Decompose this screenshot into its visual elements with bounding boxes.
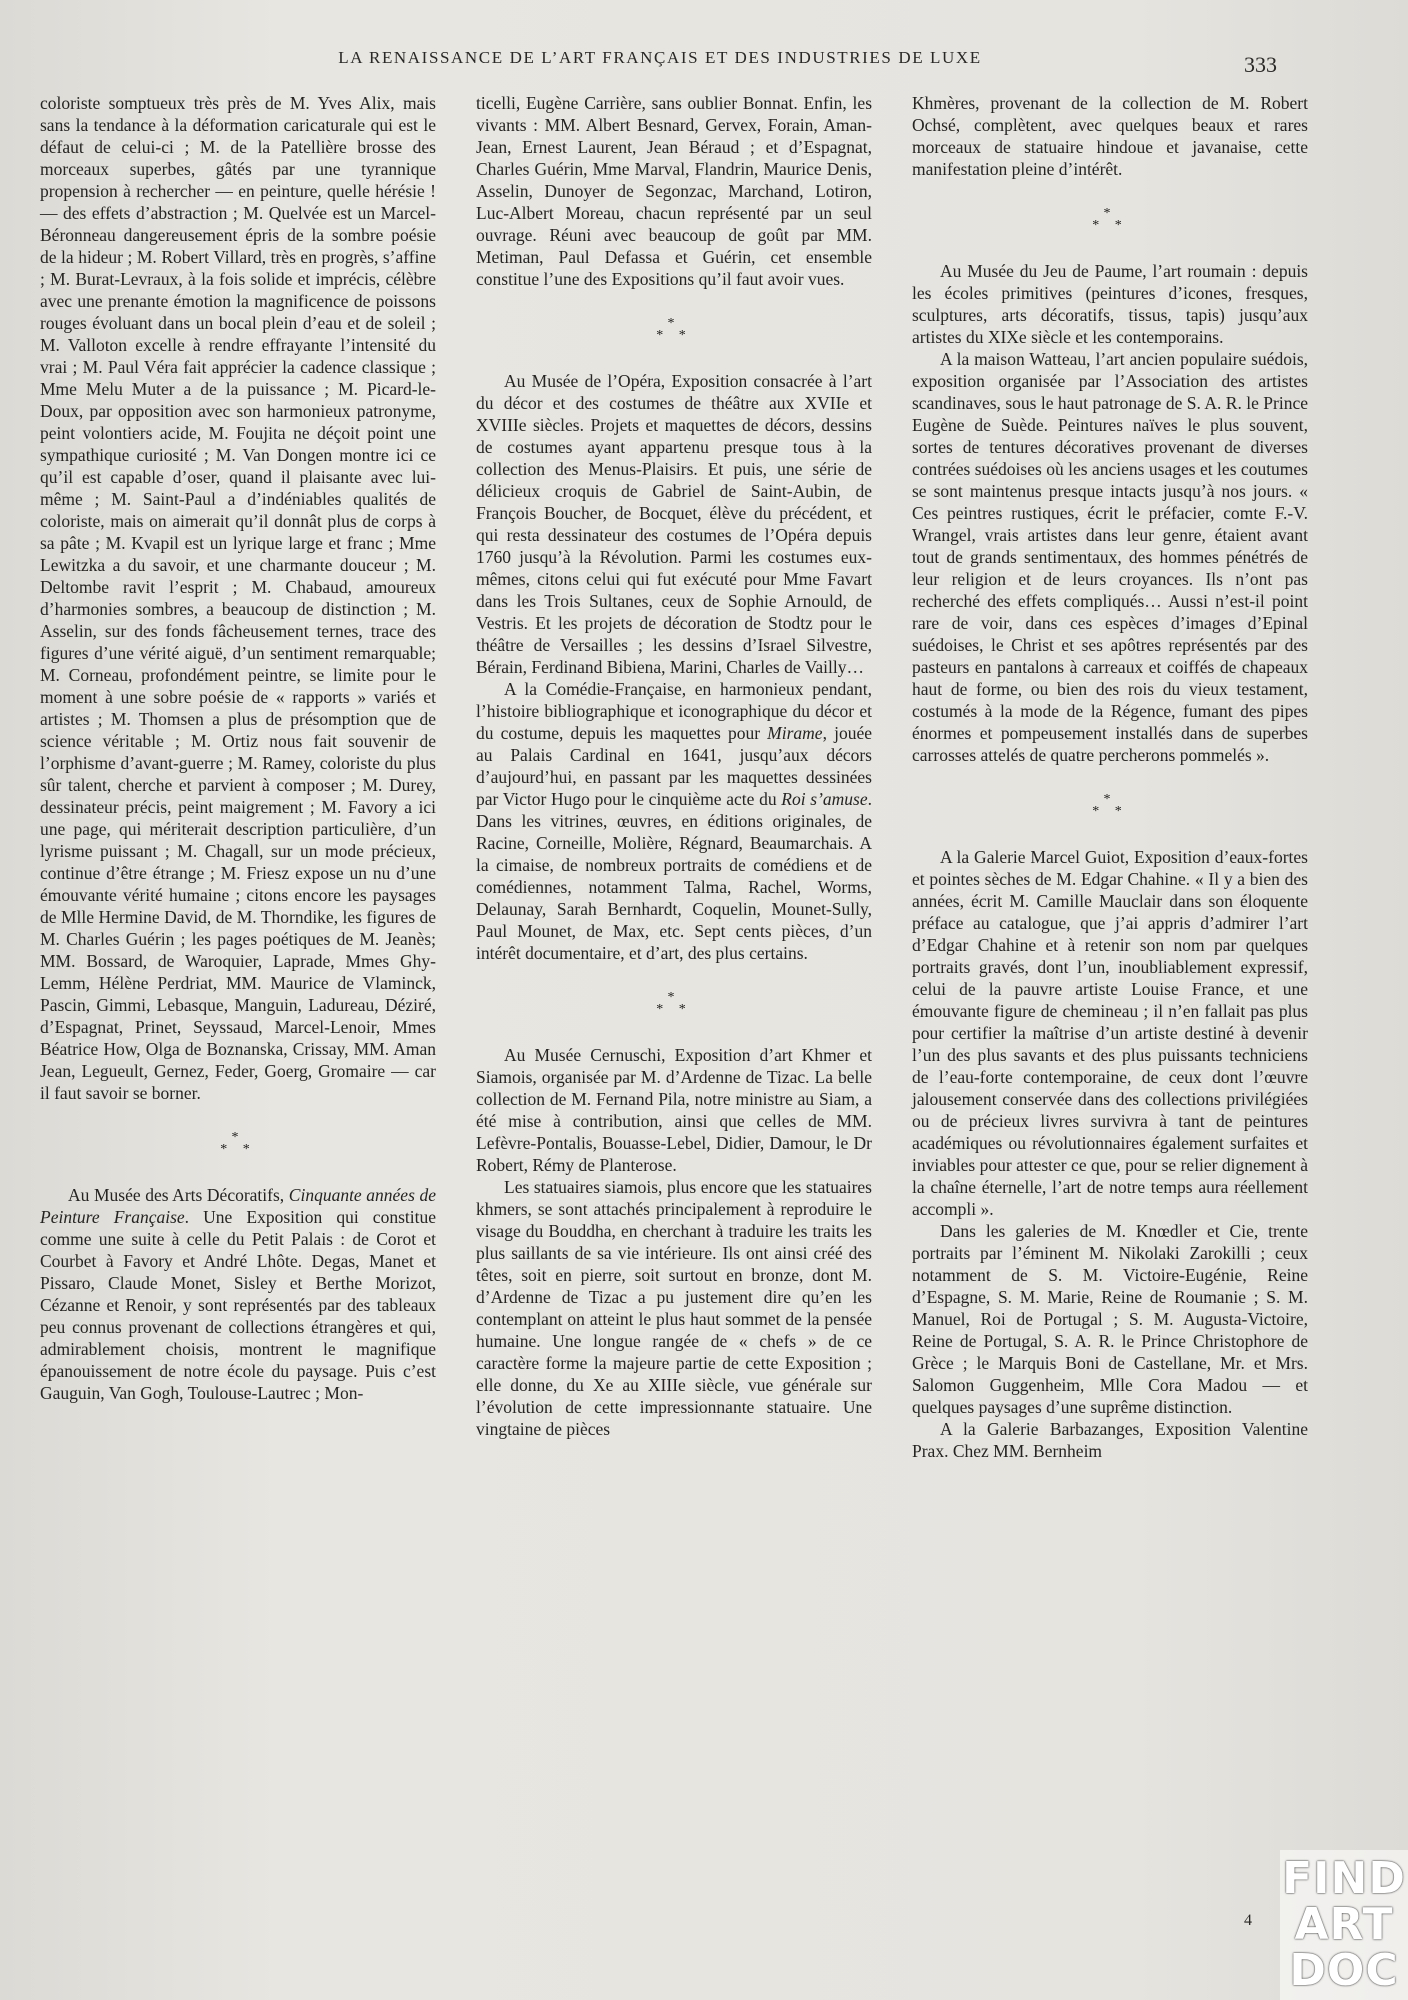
watermark-line: DOC [1289, 1945, 1399, 1996]
paragraph: A la Comédie-Française, en harmonieux pendant, l’histoire bibliographique et iconographique du décor et du costume, depuis les maquettes pour Mirame, jouée au Palais Cardinal en 1641, jusqu’aux décors d’aujourd’hui, en passant par les maquettes dessinées par Victor Hugo pour le cinquième acte du Roi s’amuse. Dans les vitrines, œuvres, en éditions originales, de Racine, Corneille, Molière, Régnard, Beaumarchais. A la cimaise, de nombreux portraits de comédiens et de comédiennes, notamment Talma, Rachel, Worms, Delaunay, Sarah Bernhardt, Coquelin, Mounet-Sully, Paul Mounet, de Max, etc. Sept cents pièces, d’un intérêt documentaire, et d’art, des plus certains. [476, 679, 872, 963]
watermark-line: FIND [1282, 1853, 1406, 1904]
section-separator [476, 316, 872, 344]
separator-asterisks: * * [1092, 804, 1128, 819]
paragraph: Les statuaires siamois, plus encore que les statuaires khmers, se sont attachés principalement à reproduire le visage du Bouddha, en cherchant à traduire les traits les plus saillants de sa vie intérieure. Ils ont ainsi créé des têtes, soit en pierre, soit surtout en bronze, dont M. d’Ardenne de Tizac a pu justement dire qu’en les contemplant on atteint le plus haut sommet de la pensée humaine. Une longue rangée de « chefs » de ce caractère forme la majeure partie de cette Exposition ; elle donne, du Xe au XIIIe siècle, vue générale sur l’évolution de cette impressionnante statuaire. Une vingtaine de pièces [476, 1177, 872, 1439]
section-separator [912, 206, 1308, 234]
separator-asterisks: * * [656, 1002, 692, 1017]
section-separator [912, 792, 1308, 820]
separator-asterisks: * * [656, 328, 692, 343]
separator-asterisk: * [667, 990, 681, 1005]
paragraph: Au Musée du Jeu de Paume, l’art roumain : depuis les écoles primitives (peintures d’icones, fresques, sculptures, arts décoratifs, tissus, tapis) jusqu’aux artistes du XIXe siècle et les contemporains. [912, 261, 1308, 347]
paragraph: A la maison Watteau, l’art ancien populaire suédois, exposition organisée par l’Association des artistes scandinaves, sous le haut patronage de S. A. R. le Prince Eugène de Suède. Peintures naïves le plus souvent, sortes de tentures décoratives provenant de diverses contrées suédoises où les anciens usages et les coutumes se sont maintenus presque intacts jusqu’à nos jours. « Ces peintres rustiques, écrit le préfacier, comte F.-V. Wrangel, vrais artistes dans leur genre, étaient avant tout de grands sentimentaux, des hommes pénétrés de leur religion et de leurs croyances. Ils n’ont pas recherché des effets compliqués… Aussi n’est-il point rare de voir, dans ces espèces d’images d’Epinal suédoises, le Christ et ses apôtres représentés par des pasteurs en pantalons à carreaux et coiffés de chapeaux haut de forme, ou bien des rois du vieux testament, costumés à la mode de la Régence, fumant des pipes énormes et pompeusement installés dans de superbes carrosses attelés de quatre percherons pommelés ». [912, 349, 1308, 765]
play-title: Mirame [767, 723, 823, 743]
exhibition-title: Cinquante années de Peinture Française [40, 1185, 436, 1227]
section-separator [40, 1130, 436, 1158]
running-title: LA RENAISSANCE DE L’ART FRANÇAIS ET DES INDUSTRIES DE LUXE [338, 48, 982, 67]
paragraph: Au Musée Cernuschi, Exposition d’art Khmer et Siamois, organisée par M. d’Ardenne de Tizac. La belle collection de M. Fernand Pila, notre ministre au Siam, a été mise à contribution, ainsi que celles de MM. Lefèvre-Pontalis, Bouasse-Lebel, Didier, Damour, le Dr Robert, Rémy de Planterose. [476, 1045, 872, 1175]
paragraph: coloriste somptueux très près de M. Yves Alix, mais sans la tendance à la déformation caricaturale qui est le défaut de celui-ci ; M. de la Patellière brosse des morceaux superbes, gâtés par une tyrannique propension à rechercher — en peinture, quelle hérésie ! — des effets d’abstraction ; M. Quelvée est un Marcel-Béronneau dangereusement épris de la sombre poésie de la hideur ; M. Robert Villard, très en progrès, s’affine ; M. Burat-Levraux, à la fois solide et imprécis, célèbre avec une prenante émotion la magnificence de poissons rouges évoluant dans un bocal plein d’eau et de soleil ; M. Valloton excelle à rendre effrayante l’intensité du vrai ; M. Paul Véra fait apprécier la cadence classique ; Mme Melu Muter a de la puissance ; M. Picard-le-Doux, par opposition avec son harmonieux patronyme, peint volontiers acide, M. Foujita ne déçoit point une sympathique curiosité ; M. Van Dongen montre ici ce qu’il est capable d’oser, quand il plaisante avec lui-même ; M. Saint-Paul a d’indéniables qualités de coloriste, mais on aimerait qu’il donnât plus de corps à sa pâte ; M. Kvapil est un lyrique large et franc ; Mme Lewitzka a du savoir, et une charmante douceur ; M. Deltombe ravit l’esprit ; M. Chabaud, amoureux d’harmonies sombres, a beaucoup de distinction ; M. Asselin, sur des fonds fâcheusement ternes, trace des figures d’une vérité aiguë, d’un sentiment remarquable; M. Corneau, profondément peintre, se limite pour le moment à une sobre poésie de « rapports » variés et artistes ; M. Thomsen a plus de présomption que de science véritable ; M. Ortiz nous fait souvenir de l’orphisme d’avant-guerre ; M. Ramey, coloriste du plus sûr talent, cherche et parvient à composer ; M. Durey, dessinateur précis, peint maigrement ; M. Favory a ici une page, qui mériterait description particulière, d’un lyrisme puissant ; M. Chagall, sur un mode précieux, continue d’être étrange ; M. Friesz expose un nu d’une émouvante vérité humaine ; citons encore les paysages de Mlle Hermine David, de M. Thorndike, les figures de M. Charles Guérin ; les pages poétiques de M. Jeanès; MM. Bossard, de Waroquier, Laprade, Mmes Ghy-Lemm, Hélène Perdriat, MM. Maurice de Vlaminck, Pascin, Gimmi, Lebasque, Manguin, Ladureau, Déziré, d’Espagnat, Prinet, Seyssaud, Marcel-Lenoir, Mmes Béatrice How, Olga de Boznanska, Crissay, MM. Aman Jean, Legueult, Gernez, Feder, Goerg, Gromaire — car il faut savoir se borner. [40, 93, 436, 1103]
separator-asterisks: * * [220, 1142, 256, 1157]
text-column-3 [912, 92, 1308, 1462]
separator-asterisk: * [231, 1130, 245, 1145]
separator-asterisks: * * [1092, 218, 1128, 233]
text-column-1 [40, 92, 436, 1404]
text-column-2 [476, 92, 872, 1440]
paragraph: A la Galerie Barbazanges, Exposition Valentine Prax. Chez MM. Bernheim [912, 1419, 1308, 1461]
findartdoc-watermark [1280, 1850, 1408, 2000]
separator-asterisk: * [667, 316, 681, 331]
separator-asterisk: * [1103, 206, 1117, 221]
play-title: Roi s’amuse [781, 789, 868, 809]
paragraph: A la Galerie Marcel Guiot, Exposition d’eaux-fortes et pointes sèches de M. Edgar Chahine. « Il y a bien des années, écrit M. Camille Mauclair dans son éloquente préface au catalogue, que j’ai appris d’admirer l’art d’Edgar Chahine et à retenir son nom par quelques portraits gravés, dont l’un, inoubliablement expressif, celui de la pauvre artiste Louise France, et une émouvante figure de chemineau ; il n’en fallait pas plus pour certifier la maîtrise d’un artiste destiné à devenir l’un des plus savants et des plus puissants techniciens de l’eau-forte contemporaine, de ceux dont l’œuvre jalousement conservée dans des collections privilégiées ou de précieux livres survivra à tant de peintures académiques ou révolutionnaires également surfaites et inviables pour attester ce que, pour se relier dignement à la chaîne éternelle, l’art de notre temps aura réellement accompli ». [912, 847, 1308, 1219]
paragraph: Dans les galeries de M. Knœdler et Cie, trente portraits par l’éminent M. Nikolaki Zarokilli ; ceux notamment de S. M. Victoire-Eugénie, Reine d’Espagne, S. M. Marie, Reine de Roumanie ; S. M. Manuel, Roi de Portugal ; S. M. Augusta-Victoire, Reine de Portugal, S. A. R. le Prince Christophore de Grèce ; le Marquis Boni de Castellane, Mr. et Mrs. Salomon Guggenheim, Mlle Cora Madou — et quelques paysages d’une suprême distinction. [912, 1221, 1308, 1417]
paragraph: Au Musée des Arts Décoratifs, Cinquante années de Peinture Française. Une Exposition qui constitue comme une suite à celle du Petit Palais : de Corot et Courbet à Favory et André Lhôte. Degas, Manet et Pissaro, Claude Monet, Sisley et Berthe Morizot, Cézanne et Renoir, y sont représentés par des tableaux peu connus provenant de collections étrangères et qui, admirablement choisis, montrent le magnifique épanouissement de notre école du paysage. Puis c’est Gauguin, Van Gogh, Toulouse-Lautrec ; Mon- [40, 1185, 436, 1403]
paragraph: Au Musée de l’Opéra, Exposition consacrée à l’art du décor et des costumes de théâtre aux XVIIe et XVIIIe siècles. Projets et maquettes de décors, dessins de costumes ayant appartenu presque tous à la collection des Menus-Plaisirs. Et puis, une série de délicieux croquis de Gabriel de Saint-Aubin, de François Boucher, de Bocquet, élève du précédent, et qui resta dessinateur des costumes de l’Opéra depuis 1760 jusqu’à la Révolution. Parmi les costumes eux-mêmes, citons celui qui fut exécuté pour Mme Favart dans les Trois Sultanes, ceux de Sophie Arnould, de Vestris. Et les projets de décoration de Stodtz pour le théâtre de Versailles ; les dessins d’Israel Silvestre, Bérain, Ferdinand Bibiena, Marini, Charles de Vailly… [476, 371, 872, 677]
separator-asterisk: * [1103, 792, 1117, 807]
section-separator [476, 990, 872, 1018]
paragraph: ticelli, Eugène Carrière, sans oublier Bonnat. Enfin, les vivants : MM. Albert Besnard, Gervex, Forain, Aman-Jean, Ernest Laurent, Jean Béraud ; et d’Espagnat, Charles Guérin, Mme Marval, Flandrin, Maurice Denis, Asselin, Dunoyer de Segonzac, Marchand, Lotiron, Luc-Albert Moreau, chacun représenté par un seul ouvrage. Réuni avec beaucoup de goût par MM. Metiman, Paul Defassa et Guérin, cet ensemble constitue l’une des Expositions qu’il faut avoir vues. [476, 93, 872, 289]
paragraph: Khmères, provenant de la collection de M. Robert Ochsé, complètent, avec quelques beaux et rares morceaux de statuaire hindoue et javanaise, cette manifestation pleine d’intérêt. [912, 93, 1308, 179]
folio-mark: 4 [1244, 1912, 1252, 1929]
page-number: 333 [1244, 52, 1277, 77]
watermark-line: ART [1294, 1899, 1394, 1950]
